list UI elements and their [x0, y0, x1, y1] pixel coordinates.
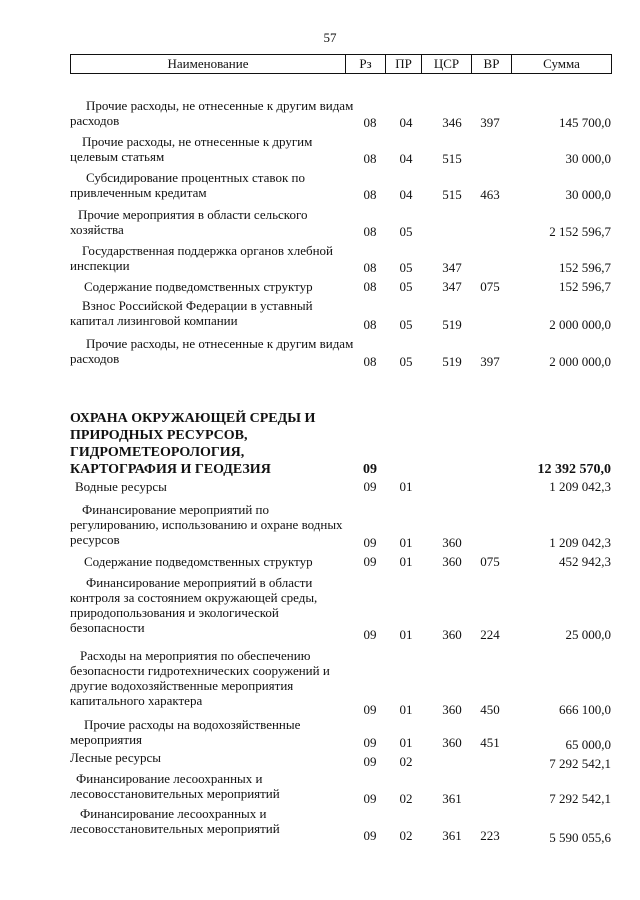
row-pr: 04	[399, 187, 413, 202]
header-name: Наименование	[71, 55, 346, 73]
page-number: 57	[323, 30, 337, 45]
row-pr: 05	[399, 354, 413, 369]
row-vr: 397	[480, 115, 500, 130]
row-csr: 346	[442, 115, 462, 130]
row-rz: 09	[363, 754, 377, 769]
row-csr: 361	[442, 828, 462, 843]
row-sum: 12 392 570,0	[537, 462, 611, 477]
row-name: Взнос Российской Федерации в уставный капитал лизинговой компании	[70, 298, 313, 328]
row-vr: 223	[480, 828, 500, 843]
row-pr: 01	[399, 554, 413, 569]
row-pr: 01	[399, 702, 413, 717]
row-csr: 360	[442, 554, 462, 569]
row-rz: 09	[363, 702, 377, 717]
row-vr: 397	[480, 354, 500, 369]
row-sum: 452 942,3	[559, 554, 611, 569]
row-csr: 347	[442, 279, 462, 294]
row-sum: 152 596,7	[559, 260, 611, 275]
row-name: Расходы на мероприятия по обеспечению безопасности гидротехнических сооружений и другие водохозяйственные мероприятия капитального характера	[70, 648, 330, 708]
row-name: Содержание подведомственных структур	[84, 554, 313, 569]
header-rz: Рз	[346, 55, 386, 73]
row-pr: 04	[399, 151, 413, 166]
row-vr: 224	[480, 627, 500, 642]
row-csr: 360	[442, 735, 462, 750]
header-csr: ЦСР	[422, 55, 472, 73]
row-rz: 08	[363, 115, 377, 130]
row-rz: 09	[363, 554, 377, 569]
row-csr: 515	[442, 187, 462, 202]
row-pr: 01	[399, 627, 413, 642]
row-vr: 075	[480, 554, 500, 569]
row-sum: 7 292 542,1	[549, 791, 611, 806]
row-pr: 02	[399, 791, 413, 806]
row-sum: 2 000 000,0	[549, 317, 611, 332]
row-pr: 02	[399, 828, 413, 843]
row-sum: 25 000,0	[565, 627, 611, 642]
section-title: ОХРАНА ОКРУЖАЮЩЕЙ СРЕДЫ И ПРИРОДНЫХ РЕСУРСОВ, ГИДРОМЕТЕОРОЛОГИЯ, КАРТОГРАФИЯ И ГЕОДЕЗИЯ	[70, 411, 316, 477]
row-name: Лесные ресурсы	[70, 750, 161, 765]
row-pr: 02	[399, 754, 413, 769]
header-pr: ПР	[386, 55, 422, 73]
row-sum: 666 100,0	[559, 702, 611, 717]
row-name: Содержание подведомственных структур	[84, 279, 313, 294]
row-rz: 09	[363, 627, 377, 642]
row-name: Государственная поддержка органов хлебной инспекции	[70, 243, 333, 273]
row-rz: 09	[363, 535, 377, 550]
row-sum: 2 000 000,0	[549, 354, 611, 369]
row-rz: 09	[363, 791, 377, 806]
row-name: Прочие мероприятия в области сельского хозяйства	[70, 207, 308, 237]
row-rz: 08	[363, 187, 377, 202]
row-name: Финансирование лесоохранных и лесовосстановительных мероприятий	[70, 806, 280, 836]
row-name: Прочие расходы, не отнесенные к другим видам расходов	[70, 336, 354, 366]
row-sum: 7 292 542,1	[549, 756, 611, 771]
table-header	[70, 54, 612, 74]
row-vr: 451	[480, 735, 500, 750]
row-pr: 05	[399, 260, 413, 275]
row-vr: 463	[480, 187, 500, 202]
row-pr: 05	[399, 279, 413, 294]
row-sum: 2 152 596,7	[549, 224, 611, 239]
row-name: Финансирование мероприятий в области контроля за состоянием окружающей среды, природопользования и экологической безопасности	[70, 575, 318, 635]
row-rz: 08	[363, 317, 377, 332]
row-csr: 360	[442, 535, 462, 550]
row-rz: 08	[363, 151, 377, 166]
row-pr: 05	[399, 317, 413, 332]
row-sum: 1 209 042,3	[549, 535, 611, 550]
row-vr: 075	[480, 279, 500, 294]
row-name: Финансирование мероприятий по регулированию, использованию и охране водных ресурсов	[70, 502, 343, 547]
row-name: Финансирование лесоохранных и лесовосстановительных мероприятий	[70, 771, 280, 801]
row-pr: 01	[399, 535, 413, 550]
row-sum: 145 700,0	[559, 115, 611, 130]
row-sum: 152 596,7	[559, 279, 611, 294]
row-rz: 08	[363, 354, 377, 369]
row-csr: 515	[442, 151, 462, 166]
row-sum: 5 590 055,6	[549, 830, 611, 845]
row-name: Субсидирование процентных ставок по привлеченным кредитам	[70, 170, 305, 200]
row-sum: 30 000,0	[565, 151, 611, 166]
row-name: Прочие расходы на водохозяйственные мероприятия	[70, 717, 301, 747]
row-csr: 360	[442, 627, 462, 642]
row-csr: 360	[442, 702, 462, 717]
header-sum: Сумма	[543, 56, 580, 71]
row-rz: 08	[363, 260, 377, 275]
row-rz: 08	[363, 224, 377, 239]
row-sum: 1 209 042,3	[549, 479, 611, 494]
row-rz: 09	[363, 828, 377, 843]
header-vr: ВР	[472, 55, 512, 73]
row-csr: 519	[442, 354, 462, 369]
row-name: Водные ресурсы	[75, 479, 167, 494]
row-csr: 361	[442, 791, 462, 806]
row-pr: 05	[399, 224, 413, 239]
row-rz: 09	[363, 735, 377, 750]
row-pr: 04	[399, 115, 413, 130]
row-pr: 01	[399, 735, 413, 750]
row-rz: 09	[363, 462, 377, 477]
row-vr: 450	[480, 702, 500, 717]
row-csr: 519	[442, 317, 462, 332]
row-csr: 347	[442, 260, 462, 275]
row-rz: 08	[363, 279, 377, 294]
row-rz: 09	[363, 479, 377, 494]
row-pr: 01	[399, 479, 413, 494]
row-sum: 65 000,0	[565, 737, 611, 752]
row-name: Прочие расходы, не отнесенные к другим видам расходов	[70, 98, 354, 128]
row-sum: 30 000,0	[565, 187, 611, 202]
row-name: Прочие расходы, не отнесенные к другим целевым статьям	[70, 134, 313, 164]
